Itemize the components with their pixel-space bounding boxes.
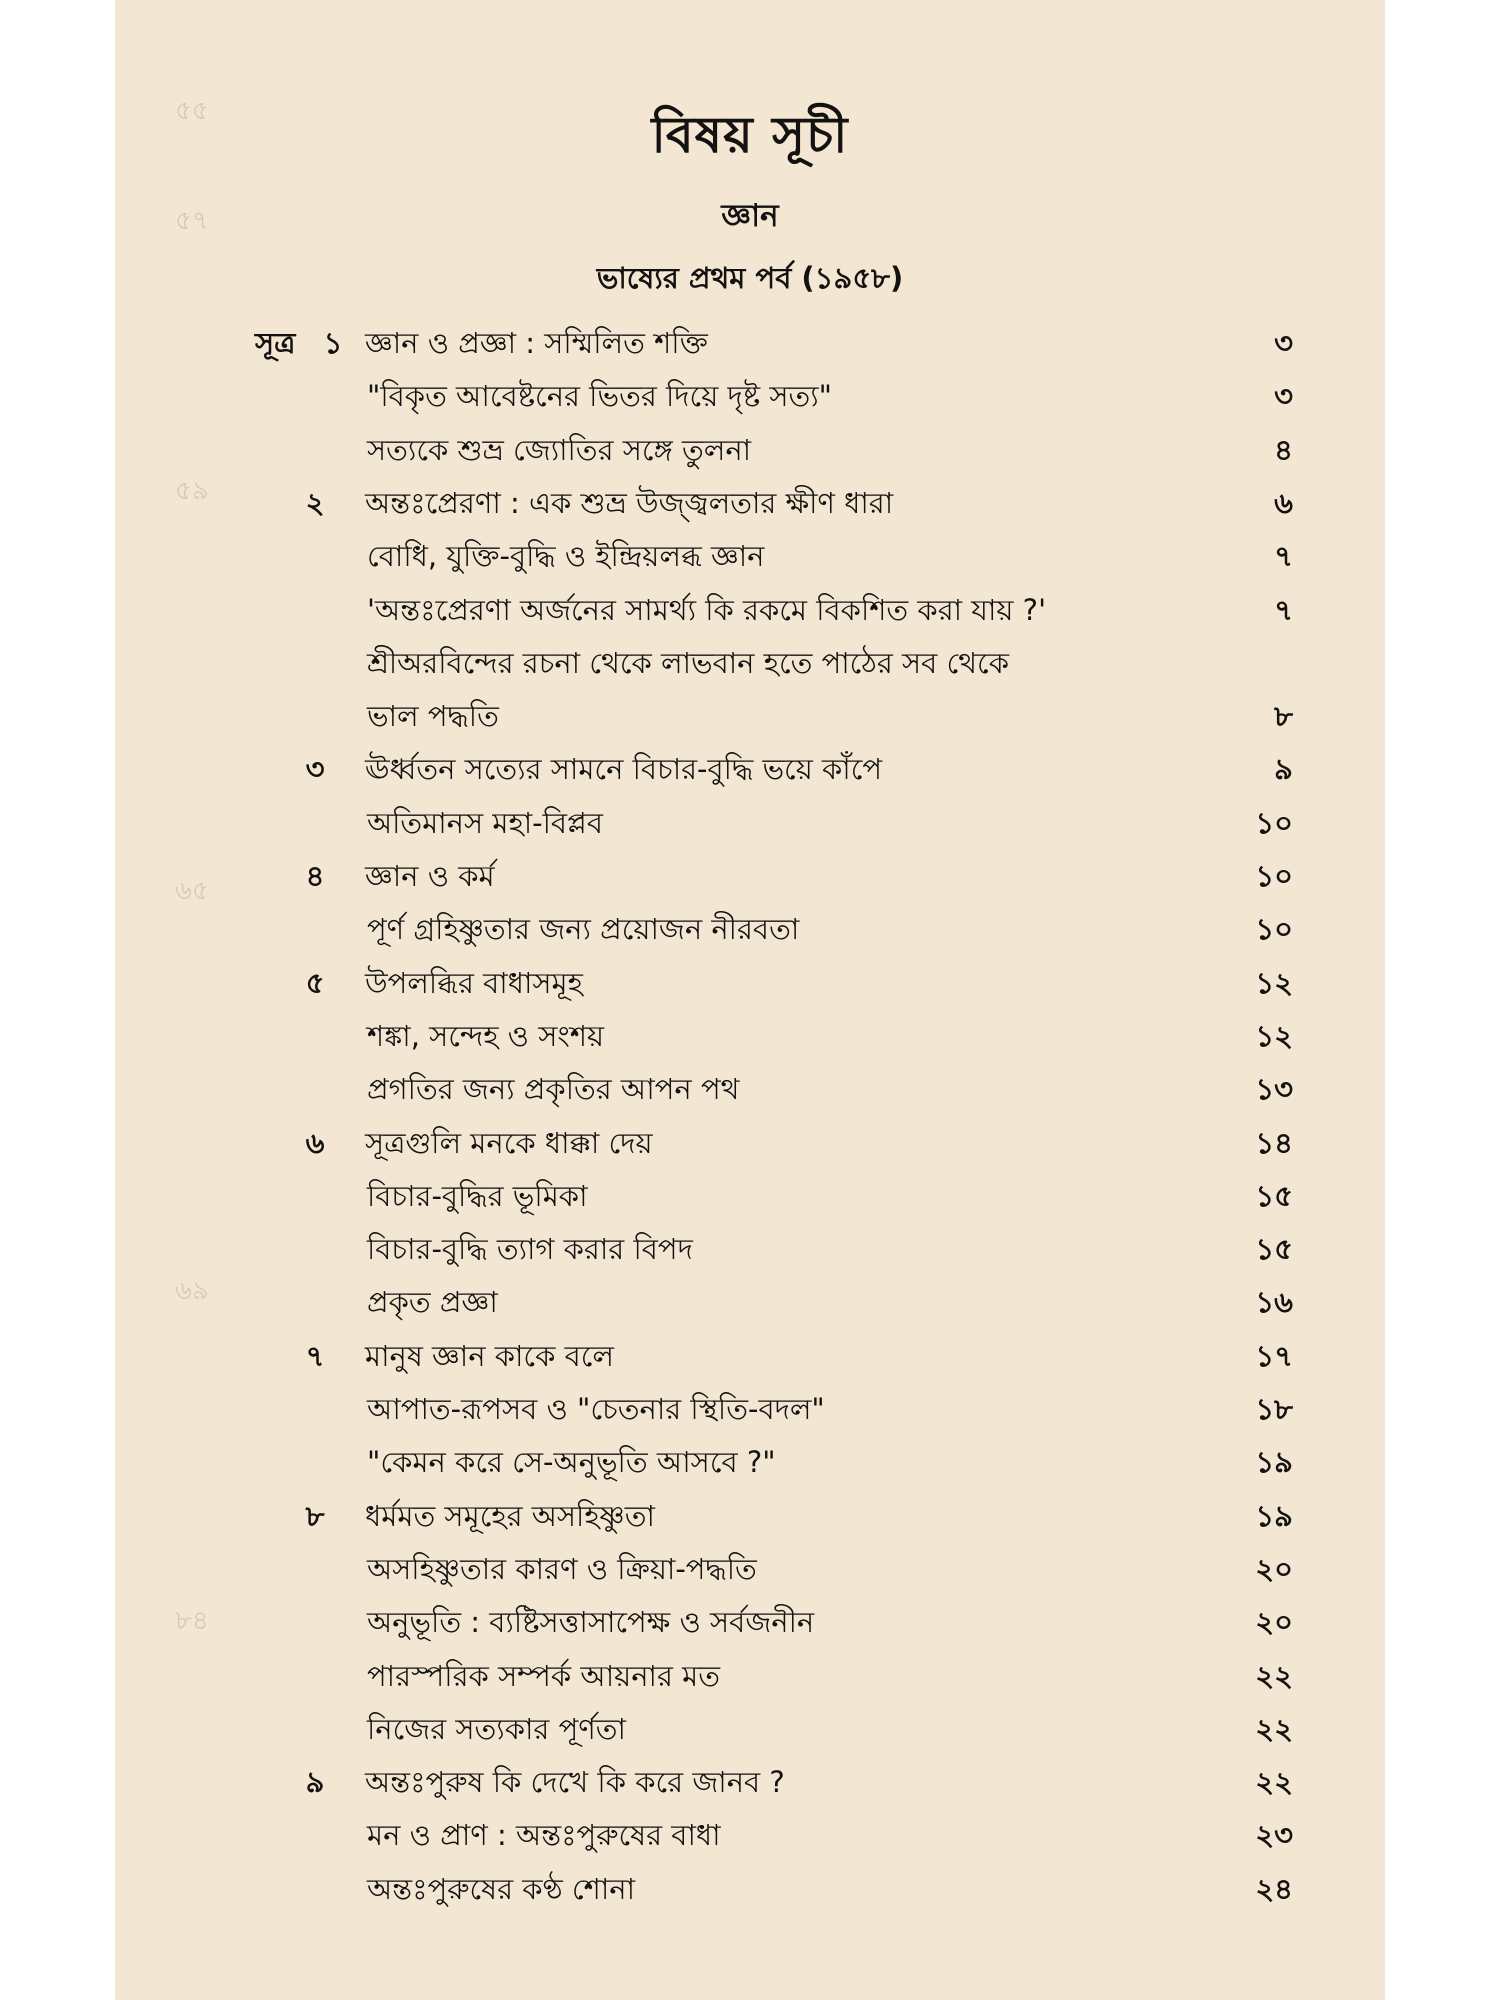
entry-title: জ্ঞান ও প্রজ্ঞা : সম্মিলিত শক্তি <box>365 326 708 360</box>
toc-entry <box>115 1011 1385 1061</box>
page-number: ১৫ <box>1255 1232 1293 1266</box>
entry-title: উপলব্ধির বাধাসমূহ <box>365 966 583 1000</box>
page-number: ১৯ <box>1255 1445 1293 1479</box>
toc-entry <box>115 1544 1385 1594</box>
toc-entry <box>115 904 1385 954</box>
page-number: ১৭ <box>1255 1339 1293 1373</box>
toc-entry <box>115 1704 1385 1754</box>
toc-entry <box>115 798 1385 848</box>
toc-entry <box>115 1064 1385 1114</box>
toc-entry <box>115 1810 1385 1860</box>
page-number: ১০ <box>1255 859 1293 893</box>
toc-entry <box>115 1331 1385 1381</box>
bleed-through-text: ৬৫ <box>175 876 209 906</box>
entry-title: মানুষ জ্ঞান কাকে বলে <box>365 1339 614 1373</box>
section-heading: জ্ঞান <box>721 198 779 234</box>
sutra-number: ৪ <box>305 859 325 893</box>
page-number: ৮ <box>1274 699 1293 733</box>
toc-entry <box>115 744 1385 794</box>
page-number: ২২ <box>1255 1765 1293 1799</box>
toc-entry <box>115 425 1385 475</box>
page-number: ১২ <box>1255 1019 1293 1053</box>
toc-entry <box>115 1757 1385 1807</box>
sutra-number: ৩ <box>305 752 325 786</box>
entry-title: অন্তঃপ্রেরণা : এক শুভ্র উজ্জ্বলতার ক্ষীণ ধারা <box>365 486 894 520</box>
entry-title: "বিকৃত আবেষ্টনের ভিতর দিয়ে দৃষ্ট সত্য" <box>367 379 833 413</box>
entry-title: অন্তঃপুরুষ কি দেখে কি করে জানব ? <box>365 1765 785 1799</box>
sutra-number: ৫ <box>305 966 325 1000</box>
toc-entry <box>115 1864 1385 1914</box>
page-number: ৬ <box>1274 486 1293 520</box>
page-number: ৪ <box>1274 433 1293 467</box>
bleed-through-text: ৮৪ <box>175 1606 209 1636</box>
toc-entry <box>115 478 1385 528</box>
entry-title: শঙ্কা, সন্দেহ ও সংশয় <box>367 1019 605 1053</box>
page-number: ৯ <box>1274 752 1293 786</box>
page-number: ৩ <box>1274 379 1293 413</box>
toc-entry <box>115 1651 1385 1701</box>
entry-title: "কেমন করে সে-অনুভূতি আসবে ?" <box>367 1445 776 1479</box>
entry-title: অসহিষ্ণুতার কারণ ও ক্রিয়া-পদ্ধতি <box>367 1552 757 1586</box>
toc-entry <box>115 851 1385 901</box>
sutra-number: ৯ <box>305 1765 325 1799</box>
entry-title: প্রকৃত প্রজ্ঞা <box>367 1285 498 1319</box>
entry-title: অনুভূতি : ব্যষ্টিসত্তাসাপেক্ষ ও সর্বজনীন <box>367 1605 815 1639</box>
page-number: ১৯ <box>1255 1499 1293 1533</box>
sutra-number: ৬ <box>305 1126 325 1160</box>
sutra-number: ৮ <box>305 1499 325 1533</box>
page-number: ৩ <box>1274 326 1293 360</box>
page-number: ১৪ <box>1255 1126 1293 1160</box>
entry-title: পারস্পরিক সম্পর্ক আয়নার মত <box>367 1659 720 1693</box>
toc-entry <box>115 1224 1385 1274</box>
toc-entry <box>115 691 1385 741</box>
entry-title: অতিমানস মহা-বিপ্লব <box>367 806 603 840</box>
toc-entry <box>115 1384 1385 1434</box>
toc-entry <box>115 531 1385 581</box>
entry-title: আপাত-রূপসব ও "চেতনার স্থিতি-বদল" <box>367 1392 825 1426</box>
entry-title: বিচার-বুদ্ধি ত্যাগ করার বিপদ <box>367 1232 693 1266</box>
entry-title: সূত্রগুলি মনকে ধাক্কা দেয় <box>365 1126 653 1160</box>
bleed-through-text: ৫৫ <box>175 96 209 126</box>
sutra-label: সূত্র <box>255 326 296 360</box>
page-number: ১৩ <box>1255 1072 1293 1106</box>
sutra-number: ২ <box>305 486 325 520</box>
toc-entry <box>115 585 1385 635</box>
page-title: বিষয় সূচী <box>651 106 849 164</box>
toc-entry <box>115 1118 1385 1168</box>
page-number: ২২ <box>1255 1712 1293 1746</box>
page-number: ১০ <box>1255 806 1293 840</box>
page-number: ৭ <box>1274 593 1293 627</box>
entry-title: ঊর্ধ্বতন সত্যের সামনে বিচার-বুদ্ধি ভয়ে কাঁপে <box>365 752 883 786</box>
entry-title: জ্ঞান ও কর্ম <box>365 859 495 893</box>
toc-entry <box>115 1277 1385 1327</box>
bleed-through-text: ৫৭ <box>175 206 209 236</box>
page-number: ২২ <box>1255 1659 1293 1693</box>
entry-title: 'অন্তঃপ্রেরণা অর্জনের সামর্থ্য কি রকমে বিকশিত করা যায় ?' <box>367 593 1047 627</box>
toc-entry <box>115 1171 1385 1221</box>
subsection-heading: ভাষ্যের প্রথম পর্ব (১৯৫৮) <box>596 261 904 295</box>
entry-title: মন ও প্রাণ : অন্তঃপুরুষের বাধা <box>367 1818 721 1852</box>
toc-entry <box>115 1597 1385 1647</box>
page-number: ১৮ <box>1255 1392 1293 1426</box>
entry-title: বিচার-বুদ্ধির ভূমিকা <box>367 1179 588 1213</box>
page-number: ১০ <box>1255 912 1293 946</box>
entry-title: শ্রীঅরবিন্দের রচনা থেকে লাভবান হতে পাঠের সব থেকে <box>367 646 1010 680</box>
toc-entry <box>115 1491 1385 1541</box>
sutra-number: ৭ <box>305 1339 325 1373</box>
entry-title: অন্তঃপুরুষের কণ্ঠ শোনা <box>367 1872 635 1906</box>
bleed-through-text: ৫৯ <box>175 476 209 506</box>
entry-title: নিজের সত্যকার পূর্ণতা <box>367 1712 626 1746</box>
page-number: ১২ <box>1255 966 1293 1000</box>
toc-entry <box>115 1437 1385 1487</box>
page-number: ১৬ <box>1255 1285 1293 1319</box>
sutra-number: ১ <box>323 326 343 360</box>
entry-title: ভাল পদ্ধতি <box>367 699 499 733</box>
toc-entry <box>115 371 1385 421</box>
toc-entry <box>115 638 1385 688</box>
toc-entry <box>115 958 1385 1008</box>
entry-title: সত্যকে শুভ্র জ্যোতির সঙ্গে তুলনা <box>367 433 752 467</box>
toc-entry <box>115 318 1385 368</box>
bleed-through-text: ৬৯ <box>175 1276 209 1306</box>
page-number: ২০ <box>1255 1605 1293 1639</box>
entry-title: প্রগতির জন্য প্রকৃতির আপন পথ <box>367 1072 740 1106</box>
page-number: ২০ <box>1255 1552 1293 1586</box>
entry-title: বোধি, যুক্তি-বুদ্ধি ও ইন্দ্রিয়লব্ধ জ্ঞান <box>367 539 765 573</box>
entry-title: পূর্ণ গ্রহিষ্ণুতার জন্য প্রয়োজন নীরবতা <box>367 912 800 946</box>
page-number: ২৩ <box>1255 1818 1293 1852</box>
page-number: ২৪ <box>1255 1872 1293 1906</box>
page-number: ১৫ <box>1255 1179 1293 1213</box>
book-page <box>115 0 1385 2000</box>
page-number: ৭ <box>1274 539 1293 573</box>
entry-title: ধর্মমত সমূহের অসহিষ্ণুতা <box>365 1499 655 1533</box>
